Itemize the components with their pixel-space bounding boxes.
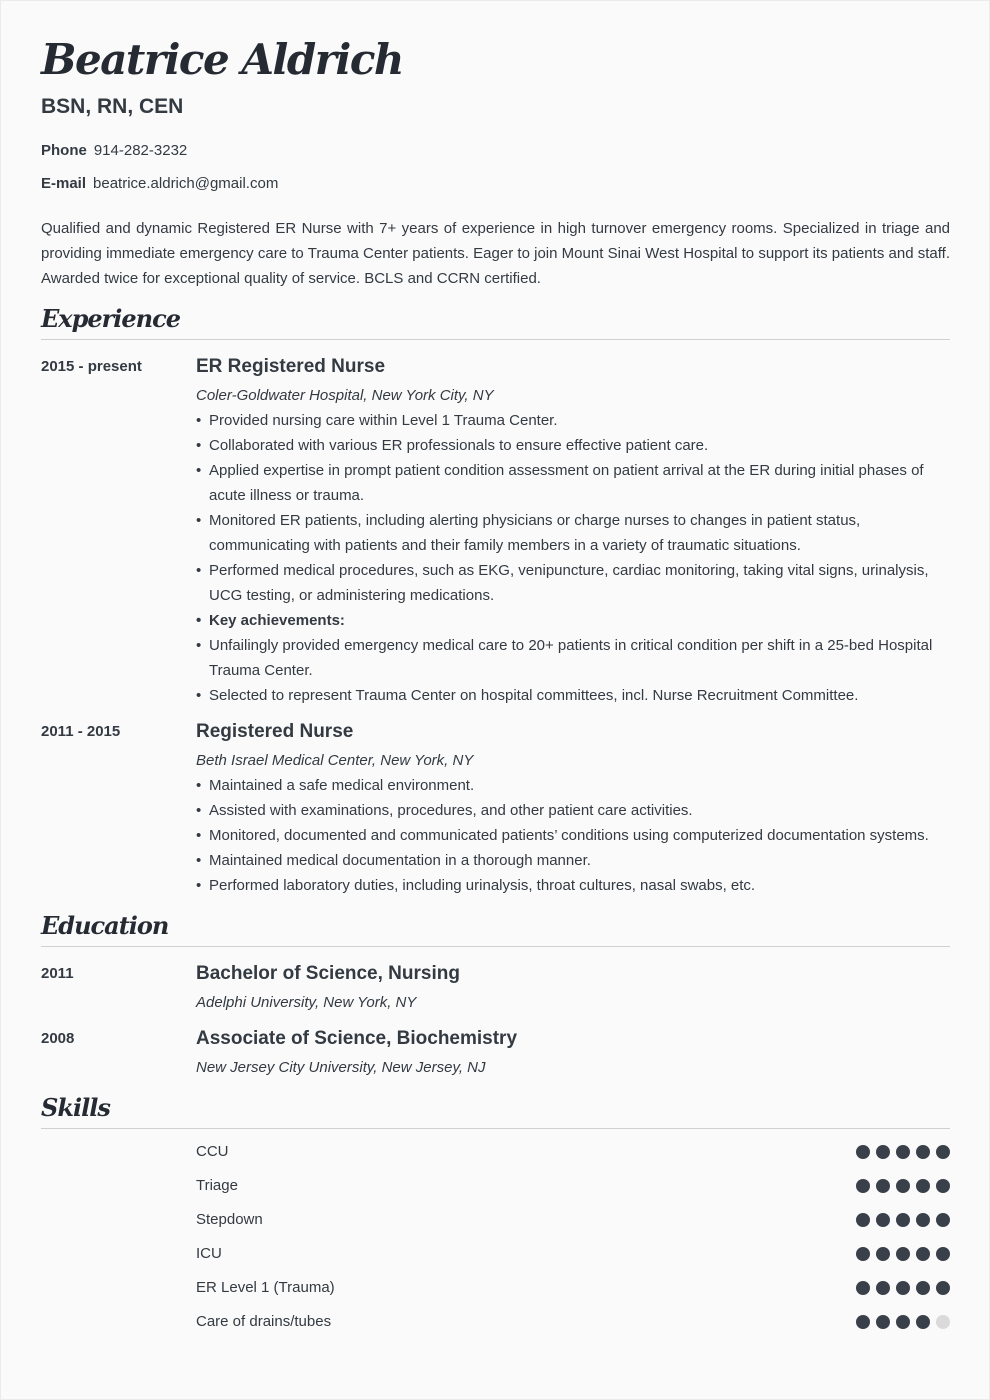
rating-dot-filled — [936, 1213, 950, 1227]
skills-divider — [41, 1128, 950, 1129]
rating-dot-filled — [936, 1145, 950, 1159]
list-item: • Maintained medical documentation in a thorough manner. — [196, 848, 941, 873]
phone-value: 914-282-3232 — [93, 142, 188, 159]
education-1-year: 2011 — [41, 965, 74, 982]
phone-row — [41, 142, 187, 159]
rating-dot-filled — [916, 1247, 930, 1261]
education-1-school: Adelphi University, New York, NY — [196, 994, 417, 1011]
job-2 — [196, 720, 941, 898]
job-1-employer: Coler-Goldwater Hospital, New York City, NY — [196, 387, 494, 404]
skill-rating — [856, 1145, 950, 1159]
education-2-school: New Jersey City University, New Jersey, NJ — [196, 1059, 486, 1076]
list-item: • Applied expertise in prompt patient condition assessment on patient arrival at the ER during initial phases of acute illness or trauma. — [196, 458, 941, 508]
rating-dot-filled — [896, 1315, 910, 1329]
rating-dot-filled — [896, 1213, 910, 1227]
rating-dot-filled — [856, 1315, 870, 1329]
rating-dot-filled — [876, 1281, 890, 1295]
rating-dot-filled — [936, 1281, 950, 1295]
rating-dot-filled — [856, 1247, 870, 1261]
education-heading: Education — [41, 911, 169, 940]
education-divider — [41, 946, 950, 947]
credentials: BSN, RN, CEN — [41, 95, 184, 118]
rating-dot-filled — [856, 1281, 870, 1295]
summary-paragraph: Qualified and dynamic Registered ER Nurse with 7+ years of experience in high turnover emergency rooms. Specialized in triage and providing immediate emergency care to Trauma Center patients. Eager to join Mount Sinai West Hospital to support its patients and staff. Awarded twice for exceptional quality of service. BCLS and CCRN certified. — [41, 220, 950, 287]
list-item: • Monitored, documented and communicated patients’ conditions using computerized documentation systems. — [196, 823, 941, 848]
email-label: E-mail — [41, 175, 87, 192]
rating-dot-filled — [856, 1213, 870, 1227]
skill-row — [196, 1142, 950, 1162]
resume-page — [1, 1, 989, 1399]
rating-dot-filled — [896, 1179, 910, 1193]
phone-label: Phone — [41, 142, 87, 159]
list-item: • Assisted with examinations, procedures, and other patient care activities. — [196, 798, 941, 823]
email-row — [41, 175, 278, 192]
rating-dot-empty — [936, 1315, 950, 1329]
list-item: • Unfailingly provided emergency medical care to 20+ patients in critical condition per shift in a 25-bed Hospital Trauma Center. — [196, 633, 941, 683]
skill-rating — [856, 1179, 950, 1193]
rating-dot-filled — [876, 1213, 890, 1227]
job-1-title: ER Registered Nurse — [196, 356, 386, 377]
rating-dot-filled — [916, 1179, 930, 1193]
skill-name: Care of drains/tubes — [196, 1313, 332, 1330]
rating-dot-filled — [936, 1247, 950, 1261]
skill-row — [196, 1176, 950, 1196]
rating-dot-filled — [896, 1247, 910, 1261]
rating-dot-filled — [876, 1315, 890, 1329]
job-1-bullets — [196, 408, 941, 708]
skill-row — [196, 1210, 950, 1230]
list-item: • Performed medical procedures, such as EKG, venipuncture, cardiac monitoring, taking vital signs, urinalysis, UCG testing, or administering medications. — [196, 558, 941, 608]
job-2-title: Registered Nurse — [196, 721, 354, 742]
rating-dot-filled — [936, 1179, 950, 1193]
skill-name: Triage — [196, 1177, 238, 1194]
skill-name: Stepdown — [196, 1211, 263, 1228]
skill-rating — [856, 1247, 950, 1261]
rating-dot-filled — [916, 1213, 930, 1227]
rating-dot-filled — [856, 1145, 870, 1159]
rating-dot-filled — [876, 1247, 890, 1261]
rating-dot-filled — [856, 1179, 870, 1193]
rating-dot-filled — [916, 1315, 930, 1329]
education-1-degree: Bachelor of Science, Nursing — [196, 963, 460, 984]
rating-dot-filled — [876, 1179, 890, 1193]
list-item: • Performed laboratory duties, including urinalysis, throat cultures, nasal swabs, etc. — [196, 873, 941, 898]
list-item: • Monitored ER patients, including alerting physicians or charge nurses to changes in patient status, communicating with patients and their family members in a variety of traumatic situations. — [196, 508, 941, 558]
skill-row — [196, 1312, 950, 1332]
education-2 — [196, 1027, 941, 1080]
skill-rating — [856, 1213, 950, 1227]
education-2-degree: Associate of Science, Biochemistry — [196, 1028, 518, 1049]
education-1 — [196, 962, 941, 1015]
list-item: • Maintained a safe medical environment. — [196, 773, 941, 798]
job-2-dates: 2011 - 2015 — [41, 723, 121, 740]
rating-dot-filled — [876, 1145, 890, 1159]
skill-name: ER Level 1 (Trauma) — [196, 1279, 335, 1296]
skill-name: CCU — [196, 1143, 229, 1160]
job-1-dates: 2015 - present — [41, 358, 142, 375]
rating-dot-filled — [916, 1145, 930, 1159]
list-item: • Selected to represent Trauma Center on hospital committees, incl. Nurse Recruitment Committee. — [196, 683, 941, 708]
list-item: • Collaborated with various ER professionals to ensure effective patient care. — [196, 433, 941, 458]
list-item: • Provided nursing care within Level 1 Trauma Center. — [196, 408, 941, 433]
skills-heading: Skills — [41, 1093, 110, 1122]
rating-dot-filled — [896, 1281, 910, 1295]
candidate-name: Beatrice Aldrich — [41, 35, 403, 84]
experience-divider — [41, 339, 950, 340]
skill-rating — [856, 1281, 950, 1295]
skill-row — [196, 1244, 950, 1264]
job-2-employer: Beth Israel Medical Center, New York, NY — [196, 752, 474, 769]
job-1 — [196, 355, 941, 708]
rating-dot-filled — [916, 1281, 930, 1295]
job-2-bullets — [196, 773, 941, 898]
experience-heading: Experience — [41, 304, 181, 333]
email-value[interactable]: beatrice.aldrich@gmail.com — [93, 175, 279, 192]
skill-name: ICU — [196, 1245, 222, 1262]
rating-dot-filled — [896, 1145, 910, 1159]
skill-row — [196, 1278, 950, 1298]
key-achievements-label: • Key achievements: — [196, 608, 941, 633]
education-2-year: 2008 — [41, 1030, 75, 1047]
skill-rating — [856, 1315, 950, 1329]
